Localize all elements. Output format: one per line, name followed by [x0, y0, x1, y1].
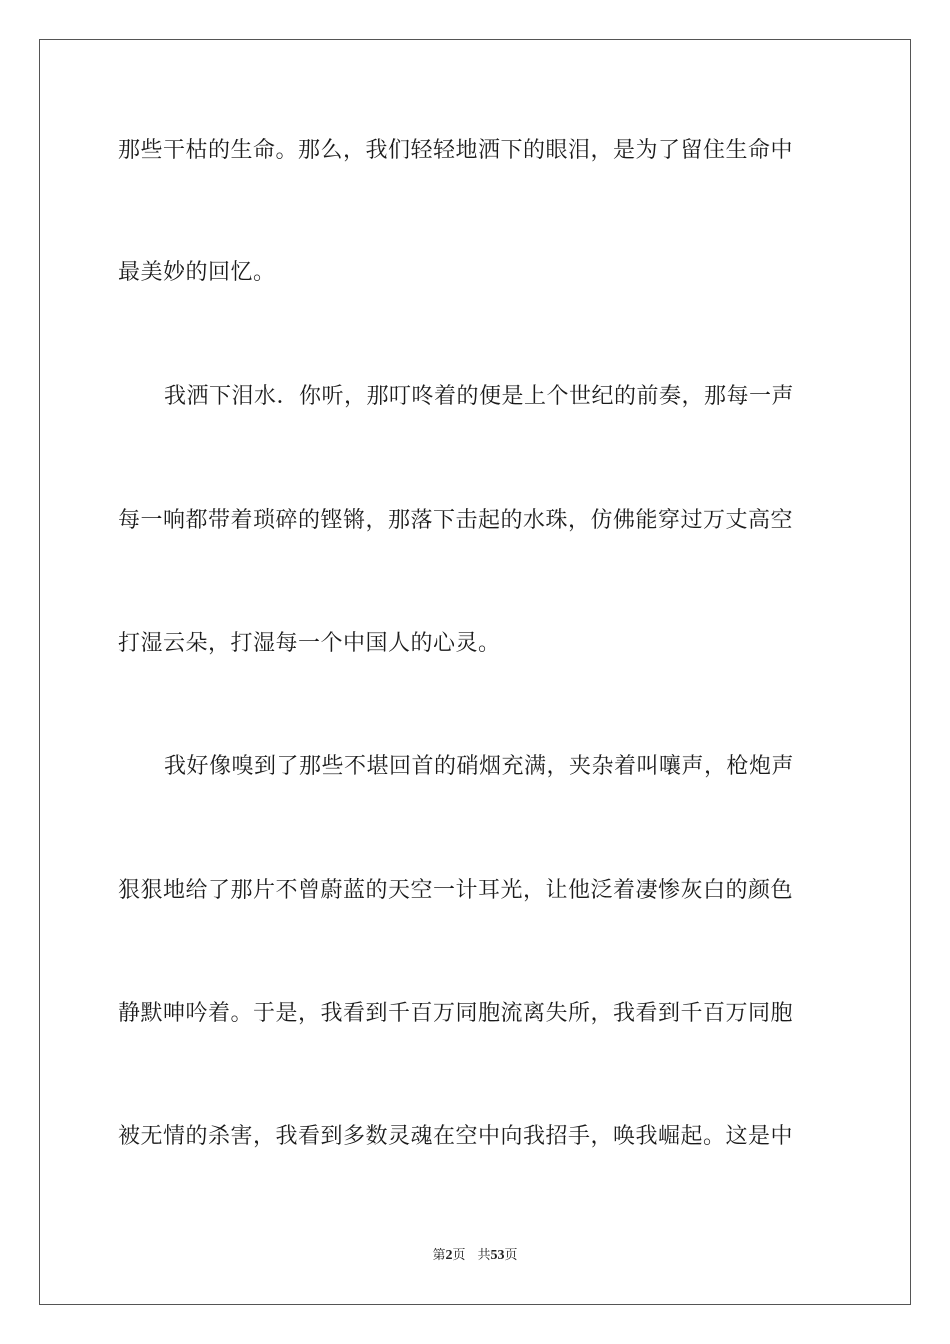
page-footer [0, 1247, 950, 1265]
total-prefix: 共 [477, 1248, 491, 1263]
page-suffix: 页 [452, 1248, 466, 1263]
total-pages: 53 [490, 1248, 505, 1263]
page-border [39, 39, 911, 1305]
text-line-3: 我洒下泪水．你听，那叮咚着的便是上个世纪的前奏，那每一声 [164, 384, 795, 409]
text-line-6: 我好像嗅到了那些不堪回首的硝烟充满，夹杂着叫嚷声，枪炮声 [164, 754, 795, 779]
text-line-5: 打湿云朵，打湿每一个中国人的心灵。 [118, 631, 501, 656]
text-line-9: 被无情的杀害，我看到多数灵魂在空中向我招手，唤我崛起。这是中 [118, 1124, 794, 1149]
text-line-2: 最美妙的回忆。 [118, 260, 276, 285]
page-prefix: 第 [432, 1248, 446, 1263]
page-number: 2 [445, 1248, 453, 1263]
text-line-8: 静默呻吟着。于是，我看到千百万同胞流离失所，我看到千百万同胞 [118, 1001, 794, 1026]
text-line-7: 狠狠地给了那片不曾蔚蓝的天空一计耳光，让他泛着凄惨灰白的颜色 [118, 878, 794, 903]
total-suffix: 页 [504, 1248, 518, 1263]
text-line-1: 那些干枯的生命。那么，我们轻轻地洒下的眼泪，是为了留住生命中 [118, 138, 794, 163]
text-line-4: 每一响都带着琐碎的铿锵，那落下击起的水珠，仿佛能穿过万丈高空 [118, 508, 794, 533]
